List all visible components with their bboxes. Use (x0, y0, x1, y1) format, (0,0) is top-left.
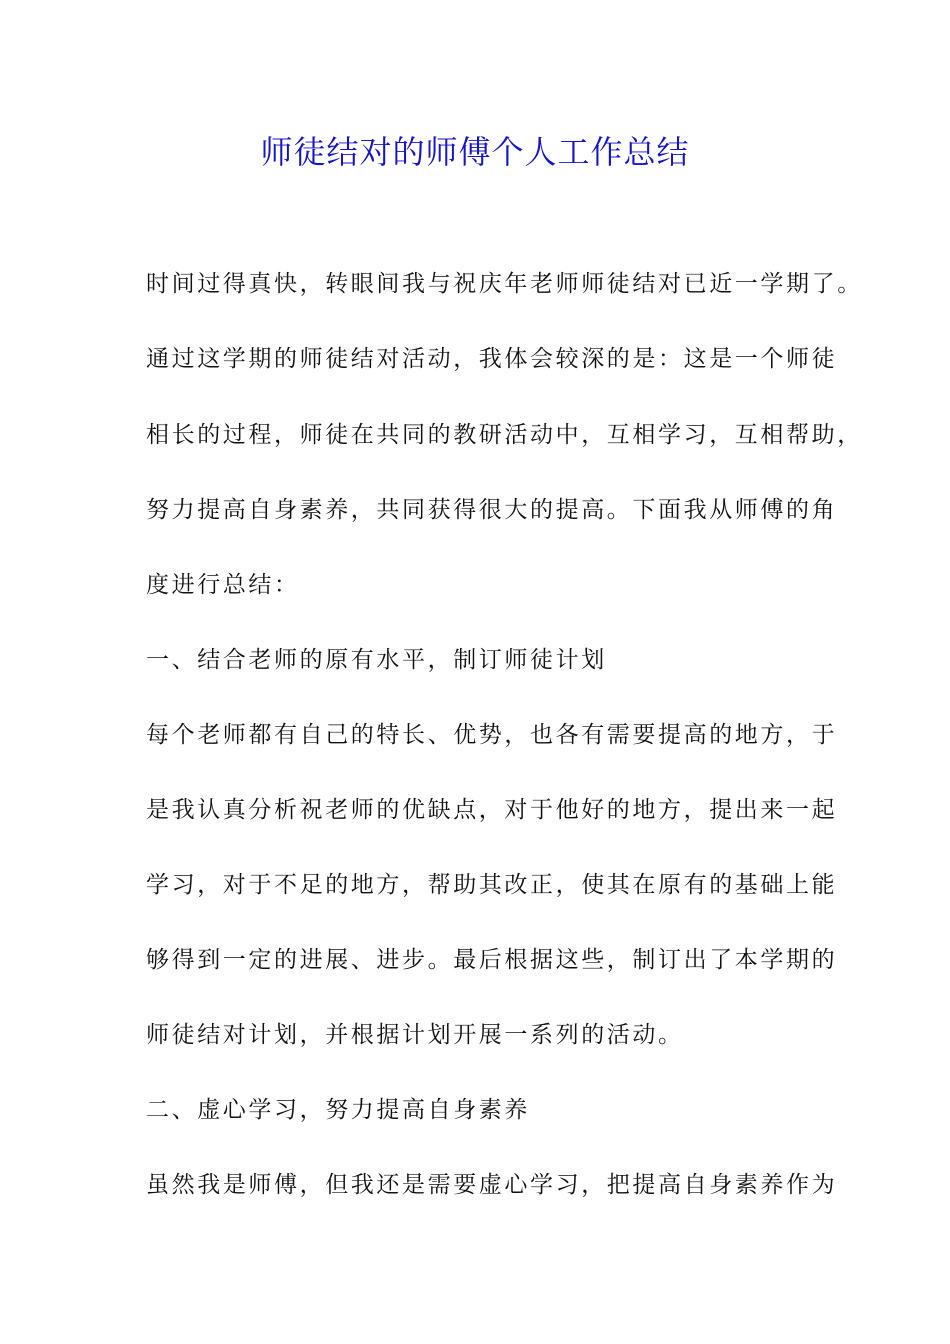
body-line: 时间过得真快，转眼间我与祝庆年老师师徒结对已近一学期了。 (146, 271, 863, 297)
body-line: 够得到一定的进展、进步。最后根据这些，制订出了本学期的 (146, 947, 838, 973)
document-title: 师徒结对的师傅个人工作总结 (260, 133, 690, 171)
body-line: 相长的过程，师徒在共同的教研活动中，互相学习，互相帮助， (146, 422, 863, 448)
body-line: 师徒结对计划，并根据计划开展一系列的活动。 (146, 1022, 684, 1048)
section-heading-1: 一、结合老师的原有水平，制订师徒计划 (146, 647, 607, 673)
body-line: 学习，对于不足的地方，帮助其改正，使其在原有的基础上能 (146, 872, 838, 898)
body-line: 努力提高自身素养，共同获得很大的提高。下面我从师傅的角 (146, 497, 838, 523)
body-line: 度进行总结： (146, 572, 300, 598)
body-line: 通过这学期的师徒结对活动，我体会较深的是：这是一个师徒 (146, 346, 838, 372)
section-heading-2: 二、虚心学习，努力提高自身素养 (146, 1097, 530, 1123)
body-line: 是我认真分析祝老师的优缺点，对于他好的地方，提出来一起 (146, 797, 838, 823)
body-line: 每个老师都有自己的特长、优势，也各有需要提高的地方，于 (146, 722, 838, 748)
body-line: 虽然我是师傅，但我还是需要虚心学习，把提高自身素养作为 (146, 1172, 838, 1198)
